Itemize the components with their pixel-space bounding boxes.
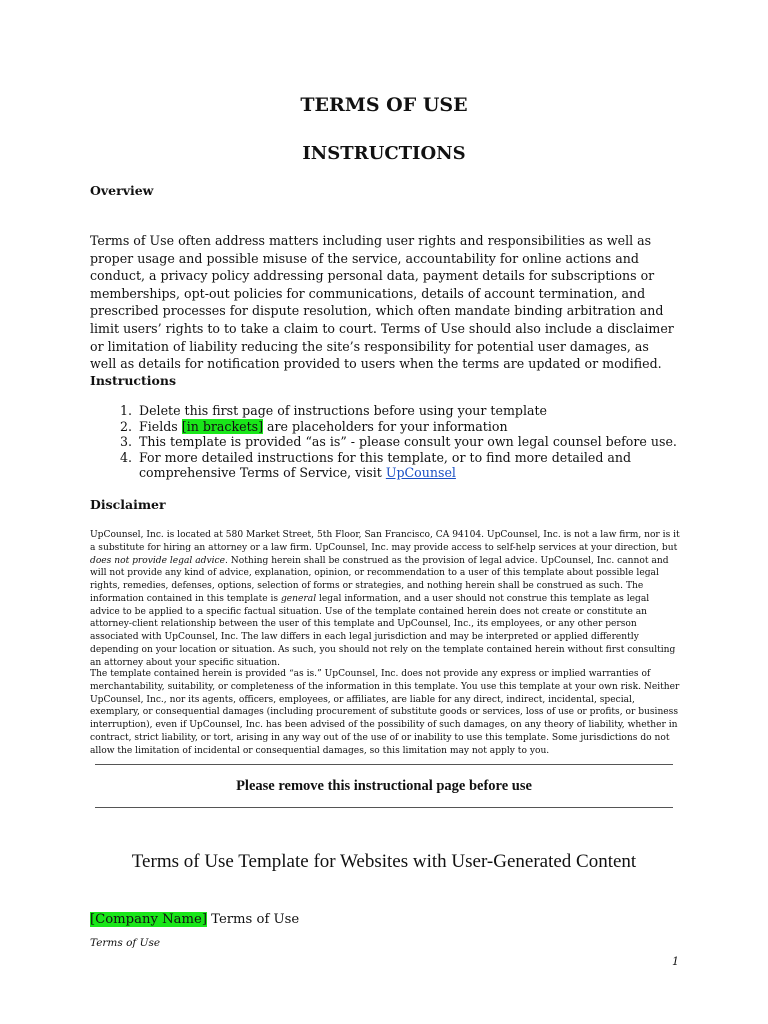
instruction-text: Fields [139, 418, 182, 434]
document-title: TERMS OF USE [300, 94, 468, 116]
instructions-list [90, 403, 696, 481]
disclaimer-italic: does not provide legal advice [90, 555, 225, 566]
disclaimer-text: . Nothing herein shall be construed as the provision of legal advice. UpCounsel, Inc. cannot and will not provide any kind of advice, explanation, opinion, or recommendation to a user of this template about possible legal rights, remedies, defenses, options, selection of forms or strategies, and nothing herein shall be construed as such. The information contained in this template is [90, 555, 669, 604]
instruction-text: This template is provided “as is” - please consult your own legal counsel before use. [139, 434, 677, 450]
company-name-placeholder: [Company Name] [90, 912, 207, 927]
company-line-text: Terms of Use [206, 912, 300, 927]
instructions-title: INSTRUCTIONS [302, 143, 466, 164]
divider-bottom [95, 807, 673, 808]
upcounsel-link[interactable]: UpCounsel [385, 465, 456, 481]
divider-top [95, 764, 673, 765]
instructions-heading: Instructions [90, 373, 177, 388]
disclaimer-text: UpCounsel, Inc. is located at 580 Market Street, 5th Floor, San Francisco, CA 94104. UpCounsel, Inc. is not a law firm, nor is it a substitute for hiring an attorney or a law firm. UpCounsel, Inc. may provide access to self-help services at your direction, but [90, 530, 680, 553]
instruction-text: are placeholders for your information [263, 418, 508, 434]
instruction-text: Delete this first page of instructions before using your template [139, 403, 547, 418]
disclaimer-heading: Disclaimer [90, 497, 166, 512]
instruction-text: For more detailed instructions for this template, or to find more detailed and comprehensive Terms of Service, visit [139, 449, 632, 481]
instruction-item [136, 403, 696, 419]
instruction-item [136, 450, 696, 481]
instruction-item [136, 419, 696, 435]
removal-notice: Please remove this instructional page before use [236, 778, 532, 794]
template-title: Terms of Use Template for Websites with User-Generated Content [131, 851, 637, 872]
overview-heading: Overview [90, 183, 154, 198]
disclaimer-paragraph-2: The template contained herein is provided “as is.” UpCounsel, Inc. does not provide any express or implied warranties of merchantability, suitability, or completeness of the information in this template. You use this template at your own risk. Neither UpCounsel, Inc., nor its agents, officers, employees, or affiliates, are liable for any direct, indirect, incidental, special, exemplary, or consequential damages (including procurement of substitute goods or services, loss of use or profits, or business interruption), even if UpCounsel, Inc. has been advised of the possibility of such damages, on any theory of liability, whether in contract, strict liability, or tort, arising in any way out of the use of or inability to use this template. Some jurisdictions do not allow the limitation of incidental or consequential damages, so this limitation may not apply to you. [90, 669, 680, 756]
terms-of-use-label: Terms of Use [90, 937, 161, 949]
page-number: 1 [672, 955, 679, 968]
instruction-item [136, 434, 696, 450]
disclaimer-paragraph-1 [90, 529, 680, 669]
placeholder-highlight: [in brackets] [181, 418, 264, 434]
disclaimer-italic: general [280, 593, 317, 604]
overview-paragraph: Terms of Use often address matters including user rights and responsibilities as well as proper usage and possible misuse of the service, accountability for online actions and conduct, a privacy policy addressing personal data, payment details for subscriptions or memberships, opt-out policies for communications, details of account termination, and prescribed processes for dispute resolution, which often mandate binding arbitration and limit users’ rights to to take a claim to court. Terms of Use should also include a disclaimer or limitation of liability reducing the site’s responsibility for potential user damages, as well as details for notification provided to users when the terms are updated or modified. [90, 233, 674, 372]
company-line [90, 912, 299, 927]
disclaimer-text: legal information, and a user should not construe this template as legal advice to be applied to a specific factual situation. Use of the template contained herein does not create or constitute an attorney-client relationship between the user of this template and UpCounsel, Inc., its employees, or any other person associated with UpCounsel, Inc. The law differs in each legal jurisdiction and may be interpreted or applied differently depending on your location or situation. As such, you should not rely on the template contained herein without first consulting an attorney about your specific situation. [90, 593, 676, 668]
